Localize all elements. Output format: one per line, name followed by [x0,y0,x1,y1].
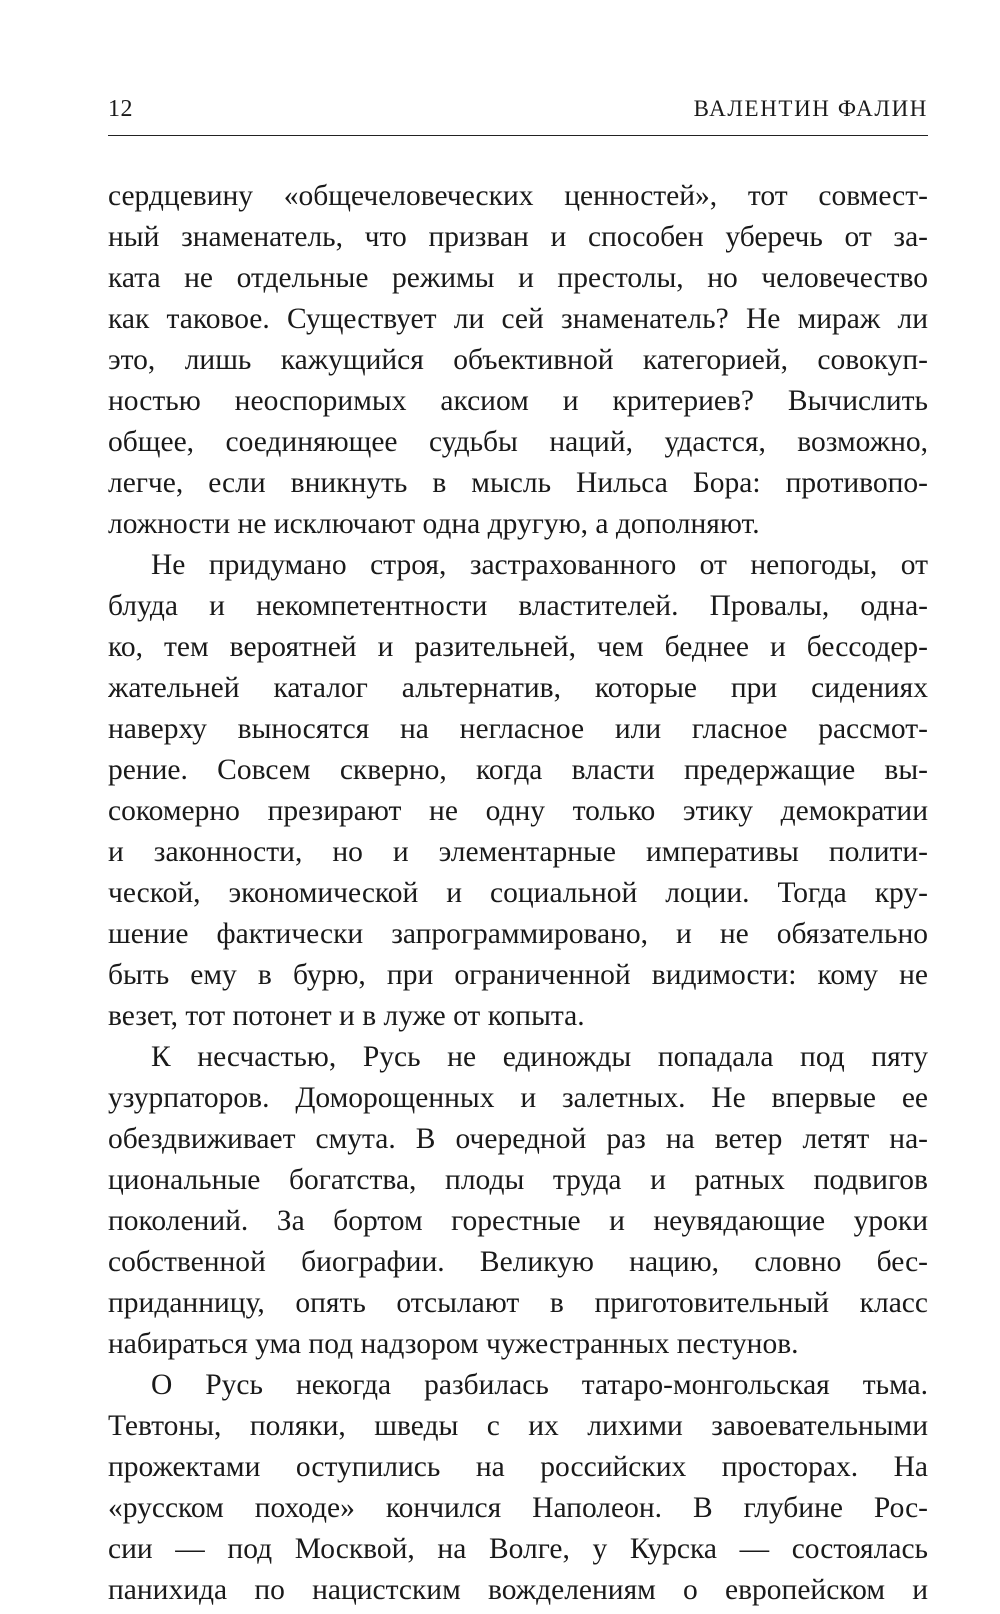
page-number: 12 [108,96,133,122]
text-line: прожектами оступились на российских просторах. На [108,1451,928,1483]
text-line: жательней каталог альтернатив, которые при сидениях [108,672,928,704]
text-line: ный знаменатель, что призван и способен уберечь от за- [108,221,928,253]
text-line: сии — под Москвой, на Волге, у Курска — состоялась [108,1533,928,1565]
text-line: собственной биографии. Великую нацию, словно бес- [108,1246,928,1278]
text-line: «русском походе» кончился Наполеон. В глубине Рос- [108,1492,928,1524]
text-line: ката не отдельные режимы и престолы, но человечество [108,262,928,294]
running-head [108,96,928,136]
paragraph [108,1365,928,1611]
text-line: Тевтоны, поляки, шведы с их лихими завоевательными [108,1410,928,1442]
text-line: как таковое. Существует ли сей знаменатель? Не мираж ли [108,303,928,335]
paragraph [108,1037,928,1365]
text-line: рение. Совсем скверно, когда власти предержащие вы- [108,754,928,786]
text-line: О Русь некогда разбилась татаро-монгольская тьма. [151,1369,928,1401]
body-text [108,176,928,1611]
text-line: ко, тем вероятней и разительней, чем беднее и бессодер- [108,631,928,663]
header-rule [108,135,928,136]
paragraph [108,176,928,545]
text-line: циональные богатства, плоды труда и ратных подвигов [108,1164,928,1196]
text-line: блуда и некомпетентности властителей. Провалы, одна- [108,590,928,622]
text-line: легче, если вникнуть в мысль Нильса Бора: противопо- [108,467,928,499]
running-head-author: ВАЛЕНТИН ФАЛИН [693,96,928,121]
text-line: набираться ума под надзором чужестранных пестунов. [108,1328,799,1360]
text-line: К несчастью, Русь не единожды попадала под пяту [151,1041,928,1073]
text-line: наверху выносятся на негласное или гласное рассмот- [108,713,928,745]
text-line: это, лишь кажущийся объективной категорией, совокуп- [108,344,928,376]
text-line: ложности не исключают одна другую, а дополняют. [108,508,760,540]
text-line: обездвиживает смута. В очередной раз на ветер летят на- [108,1123,928,1155]
text-line: панихида по нацистским вожделениям о европейском и [108,1574,928,1606]
text-line: и законности, но и элементарные императивы полити- [108,836,928,868]
text-line: ческой, экономической и социальной лоции. Тогда кру- [108,877,928,909]
text-line: шение фактически запрограммировано, и не обязательно [108,918,928,950]
text-line: поколений. За бортом горестные и неувядающие уроки [108,1205,928,1237]
text-line: везет, тот потонет и в луже от копыта. [108,1000,585,1032]
text-line: сокомерно презирают не одну только этику демократии [108,795,928,827]
text-line: быть ему в бурю, при ограниченной видимости: кому не [108,959,928,991]
text-line: общее, соединяющее судьбы наций, удастся, возможно, [108,426,928,458]
text-line: Не придумано строя, застрахованного от непогоды, от [151,549,928,581]
text-line: приданницу, опять отсылают в приготовительный класс [108,1287,928,1319]
text-line: ностью неоспоримых аксиом и критериев? Вычислить [108,385,928,417]
text-line: узурпаторов. Доморощенных и залетных. Не впервые ее [108,1082,928,1114]
text-line: сердцевину «общечеловеческих ценностей», тот совмест- [108,180,928,212]
paragraph [108,545,928,1037]
